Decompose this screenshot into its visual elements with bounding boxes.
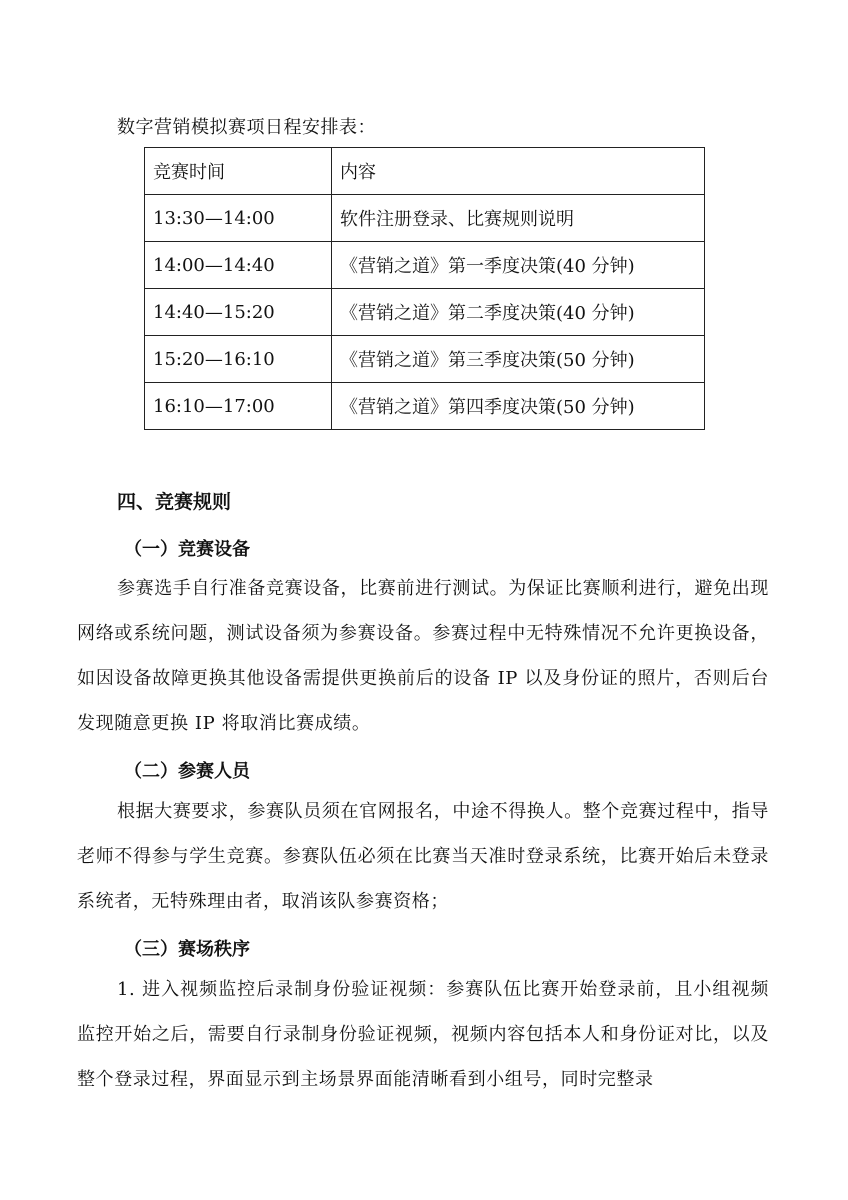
row-time: 14:00—14:40 xyxy=(145,242,332,289)
table-row xyxy=(145,383,705,430)
subsection-heading-participants: （二）参赛人员 xyxy=(124,761,250,782)
row-content: 《营销之道》第三季度决策(50 分钟) xyxy=(332,336,705,383)
paragraph-order: 1. 进入视频监控后录制身份验证视频：参赛队伍比赛开始登录前，且小组视频监控开始之后，需要自行录制身份验证视频，视频内容包括本人和身份证对比，以及整个登录过程，界面显示到主场景界面能清晰看到小组号，同时完整录 xyxy=(77,979,769,1090)
subsection-heading-equipment: （一）竞赛设备 xyxy=(124,539,250,560)
row-content: 《营销之道》第一季度决策(40 分钟) xyxy=(332,242,705,289)
section-heading: 四、竞赛规则 xyxy=(117,491,232,513)
schedule-table xyxy=(144,147,705,430)
paragraph-participants: 根据大赛要求，参赛队员须在官网报名，中途不得换人。整个竞赛过程中，指导老师不得参与学生竞赛。参赛队伍必须在比赛当天准时登录系统，比赛开始后未登录系统者，无特殊理由者，取消该队参赛资格； xyxy=(77,801,769,912)
row-content: 软件注册登录、比赛规则说明 xyxy=(332,195,705,242)
paragraph-equipment: 参赛选手自行准备竞赛设备，比赛前进行测试。为保证比赛顺利进行，避免出现网络或系统问题，测试设备须为参赛设备。参赛过程中无特殊情况不允许更换设备，如因设备故障更换其他设备需提供更换前后的设备 IP 以及身份证的照片，否则后台发现随意更换 IP 将取消比赛成绩。 xyxy=(77,578,769,734)
header-content: 内容 xyxy=(332,148,705,195)
row-time: 13:30—14:00 xyxy=(145,195,332,242)
table-header-row xyxy=(145,148,705,195)
subsection-heading-order: （三）赛场秩序 xyxy=(124,939,250,960)
table-row xyxy=(145,289,705,336)
row-time: 16:10—17:00 xyxy=(145,383,332,430)
row-content: 《营销之道》第四季度决策(50 分钟) xyxy=(332,383,705,430)
row-time: 15:20—16:10 xyxy=(145,336,332,383)
table-row xyxy=(145,195,705,242)
header-time: 竞赛时间 xyxy=(145,148,332,195)
table-row xyxy=(145,242,705,289)
row-content: 《营销之道》第二季度决策(40 分钟) xyxy=(332,289,705,336)
table-caption: 数字营销模拟赛项日程安排表： xyxy=(117,117,376,138)
table-row xyxy=(145,336,705,383)
row-time: 14:40—15:20 xyxy=(145,289,332,336)
